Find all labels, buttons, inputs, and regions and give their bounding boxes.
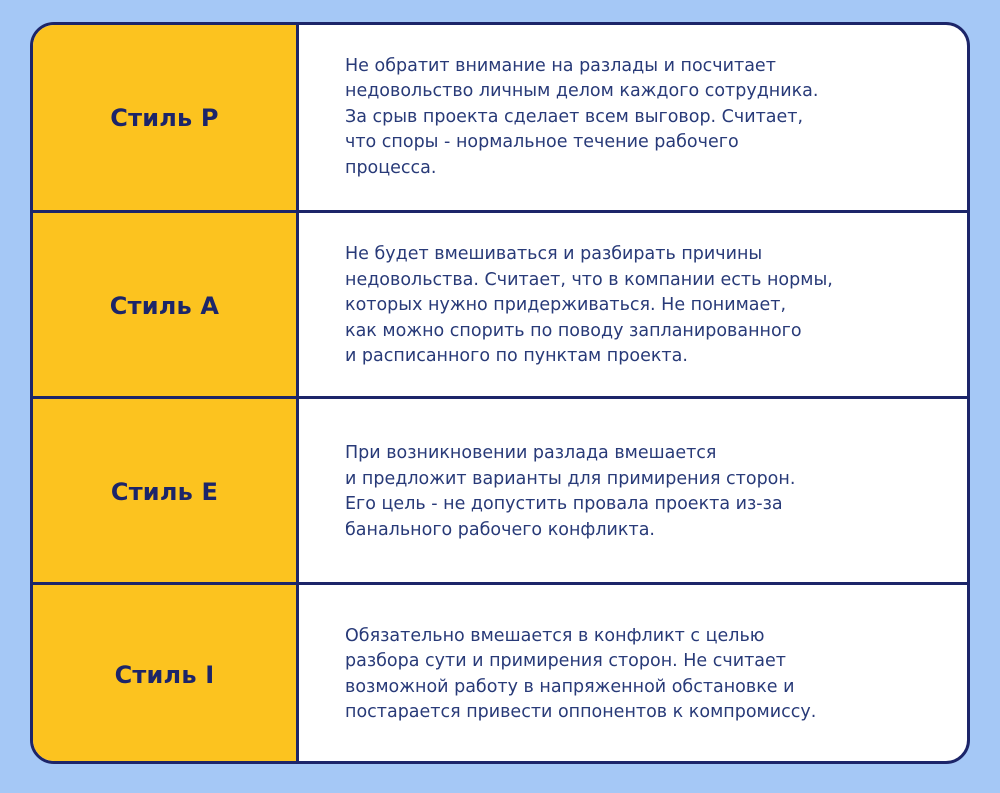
style-label: Стиль I	[114, 660, 215, 689]
style-label: Стиль P	[110, 103, 219, 132]
style-label: Стиль A	[109, 292, 220, 320]
style-row-p	[33, 25, 967, 210]
style-label-cell	[33, 585, 299, 764]
style-row-a	[33, 210, 967, 399]
style-description: Обязательно вмешается в конфликт с целью разбора сути и примирения сторон. Не считает возможной работу в напряженной обстановке и постарается привести оппонентов к компромиссу.	[345, 625, 817, 722]
style-description-cell	[299, 213, 967, 399]
style-row-e	[33, 396, 967, 585]
style-label: Стиль E	[110, 478, 219, 506]
style-label-cell	[33, 213, 299, 399]
styles-table	[30, 22, 970, 764]
style-description: При возникновении разлада вмешается и предложит варианты для примирения сторон. Его цель - не допустить провала проекта из-за банального рабочего конфликта.	[345, 443, 796, 540]
style-label-cell	[33, 25, 299, 210]
style-description: Не будет вмешиваться и разбирать причины недовольства. Считает, что в компании есть нормы, которых нужно придерживаться. Не понимает, как можно спорить по поводу запланированного и расписанного по пунктам проекта.	[345, 244, 833, 367]
style-description: Не обратит внимание на разлады и посчитает недовольство личным делом каждого сотрудника. За срыв проекта сделает всем выговор. Считает, что споры - нормальное течение рабочего процесса.	[345, 55, 819, 178]
style-label-cell	[33, 399, 299, 585]
style-description-cell	[299, 399, 967, 585]
style-description-cell	[299, 585, 967, 764]
style-description-cell	[299, 25, 967, 210]
style-row-i	[33, 582, 967, 764]
